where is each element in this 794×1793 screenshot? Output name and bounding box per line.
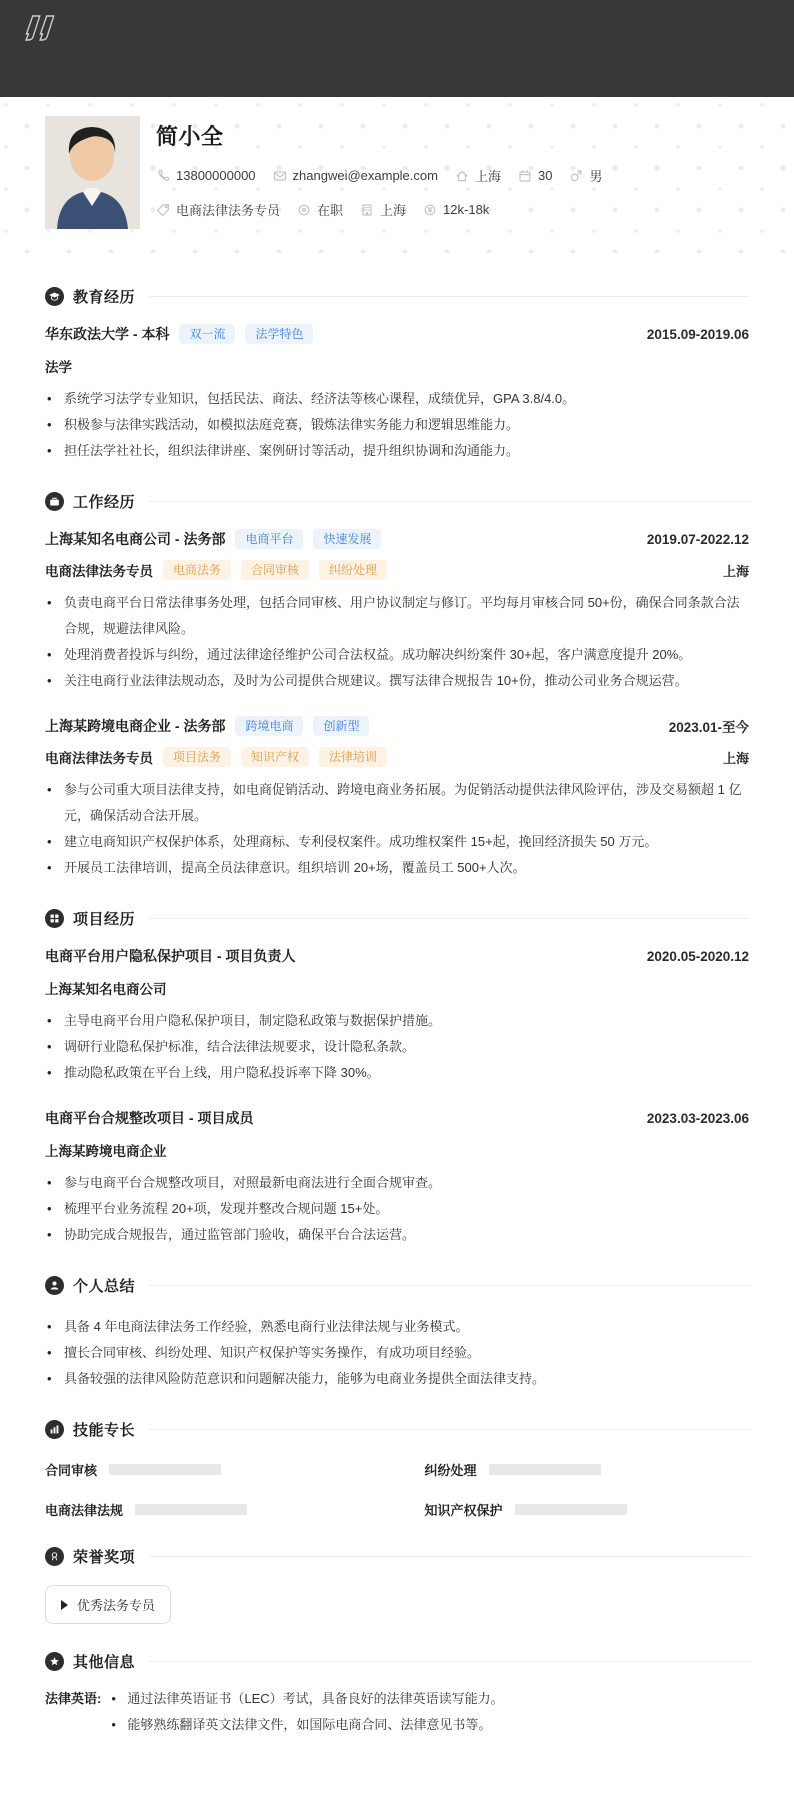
section-title: 个人总结 xyxy=(73,1278,136,1295)
contact-city-text: 上海 xyxy=(474,169,501,184)
grid-icon xyxy=(45,909,64,928)
role-title: 电商法律法务专员 xyxy=(45,751,153,766)
section-title: 工作经历 xyxy=(73,494,136,511)
honor-label: 优秀法务专员 xyxy=(77,1598,156,1613)
contact-row-2 xyxy=(156,200,612,219)
bullet-item: • 系统学习法学专业知识，包括民法、商法、经济法等核心课程，成绩优异，GPA 3.8/4.0。 xyxy=(45,386,749,412)
section-education xyxy=(45,286,749,464)
medal-icon xyxy=(45,1547,64,1566)
skill-bar xyxy=(489,1464,601,1475)
skill-bar xyxy=(515,1504,627,1515)
bullet-item: • 参与公司重大项目法律支持，如电商促销活动、跨境电商业务拓展。为促销活动提供法律风险评估，涉及交易额超 1 亿元，确保活动合法开展。 xyxy=(45,777,749,829)
project-entry xyxy=(45,946,749,1086)
top-banner xyxy=(0,0,794,97)
school-name: 华东政法大学 - 本科 xyxy=(45,326,170,342)
phone-icon xyxy=(156,169,170,183)
bullet-item: • 关注电商行业法律法规动态，及时为公司提供合规建议。撰写法律合规报告 10+份，推动公司业务合规运营。 xyxy=(45,668,749,694)
education-tag: 双一流 xyxy=(179,324,235,344)
company-tag: 跨境电商 xyxy=(235,716,303,736)
bullet-item: • 能够熟练翻译英文法律文件，如国际电商合同、法律意见书等。 xyxy=(105,1712,503,1738)
contact-phone xyxy=(156,168,256,183)
skill-bar xyxy=(135,1504,247,1515)
other-info-row xyxy=(45,1686,749,1738)
contact-status xyxy=(297,200,343,219)
honors-header xyxy=(45,1546,749,1567)
section-work xyxy=(45,491,749,881)
work-bullets xyxy=(45,590,749,694)
skill-row xyxy=(425,1500,750,1519)
skill-label: 知识产权保护 xyxy=(424,1503,503,1518)
project-name: 电商平台合规整改项目 - 项目成员 xyxy=(45,1110,254,1126)
profile-main xyxy=(156,116,612,229)
star-icon xyxy=(45,1652,64,1671)
bullet-item: • 参与电商平台合规整改项目，对照最新电商法进行全面合规审查。 xyxy=(45,1170,749,1196)
skill-bar xyxy=(109,1464,221,1475)
section-divider xyxy=(149,1556,749,1557)
contact-age-text: 30 xyxy=(537,168,553,183)
section-divider xyxy=(149,918,749,919)
role-tag: 法律培训 xyxy=(319,747,387,767)
bullet-item: • 推动隐私政策在平台上线，用户隐私投诉率下降 30%。 xyxy=(45,1060,749,1086)
graduation-cap-icon xyxy=(45,287,64,306)
summary-bullets xyxy=(45,1314,749,1392)
other-bullets xyxy=(105,1686,503,1738)
section-projects xyxy=(45,908,749,1248)
role-title: 电商法律法务专员 xyxy=(45,564,153,579)
education-tag: 法学特色 xyxy=(245,324,313,344)
section-divider xyxy=(149,501,749,502)
person-name: 简小全 xyxy=(156,124,224,149)
role-tag: 电商法务 xyxy=(163,560,231,580)
person-icon xyxy=(45,1276,64,1295)
quote-icon xyxy=(25,12,61,53)
section-divider xyxy=(149,1285,749,1286)
project-bullets xyxy=(45,1008,749,1086)
skills-grid xyxy=(45,1460,749,1519)
project-entry xyxy=(45,1108,749,1248)
bottom-spacer xyxy=(0,1738,794,1793)
home-icon xyxy=(455,169,469,183)
bullet-item: • 开展员工法律培训，提高全员法律意识。组织培训 20+场，覆盖员工 500+人次。 xyxy=(45,855,749,881)
contact-phone-text: 13800000000 xyxy=(176,168,256,183)
email-icon xyxy=(273,169,287,183)
contact-email xyxy=(273,168,438,183)
skill-row xyxy=(425,1460,750,1479)
work-bullets xyxy=(45,777,749,881)
projects-header xyxy=(45,908,749,929)
building-icon xyxy=(360,203,374,217)
contact-work-city-text: 上海 xyxy=(380,203,407,218)
project-org: 上海某跨境电商企业 xyxy=(45,1144,167,1159)
bullet-item: • 擅长合同审核、纠纷处理、知识产权保护等实务操作，有成功项目经验。 xyxy=(45,1340,749,1366)
bullet-item: • 处理消费者投诉与纠纷，通过法律途径维护公司合法权益。成功解决纠纷案件 30+起，客户满意度提升 20%。 xyxy=(45,642,749,668)
role-tag: 知识产权 xyxy=(241,747,309,767)
other-info-label: 法律英语: xyxy=(45,1691,102,1706)
section-title: 教育经历 xyxy=(73,289,136,306)
section-divider xyxy=(149,296,749,297)
contact-city xyxy=(455,166,501,185)
section-title: 其他信息 xyxy=(73,1654,136,1671)
section-divider xyxy=(149,1429,749,1430)
profile-header xyxy=(0,97,794,253)
project-date: 2023.03-2023.06 xyxy=(646,1110,749,1126)
contact-gender-text: 男 xyxy=(589,169,603,184)
skill-row xyxy=(45,1460,370,1479)
sections xyxy=(0,253,794,1738)
bullet-item: • 担任法学社社长，组织法律讲座、案例研讨等活动，提升组织协调和沟通能力。 xyxy=(45,438,749,464)
section-skills xyxy=(45,1419,749,1519)
contact-position xyxy=(156,200,280,219)
skill-label: 纠纷处理 xyxy=(424,1463,477,1478)
summary-header xyxy=(45,1275,749,1296)
bullet-item: • 具备较强的法律风险防范意识和问题解决能力，能够为电商业务提供全面法律支持。 xyxy=(45,1366,749,1392)
contact-work-city xyxy=(360,200,406,219)
contact-salary-text: 12k-18k xyxy=(443,202,490,217)
contact-salary xyxy=(423,202,489,217)
bullet-item: • 积极参与法律实践活动，如模拟法庭竞赛，锻炼法律实务能力和逻辑思维能力。 xyxy=(45,412,749,438)
honor-chip[interactable] xyxy=(45,1585,171,1624)
role-tag: 合同审核 xyxy=(241,560,309,580)
project-date: 2020.05-2020.12 xyxy=(646,948,749,964)
major: 法学 xyxy=(45,360,72,375)
calendar-icon xyxy=(518,169,532,183)
bar-chart-icon xyxy=(45,1420,64,1439)
project-name: 电商平台用户隐私保护项目 - 项目负责人 xyxy=(45,948,296,964)
section-summary xyxy=(45,1275,749,1392)
company-tag: 快速发展 xyxy=(313,529,381,549)
work-location: 上海 xyxy=(722,750,749,766)
status-icon xyxy=(297,203,311,217)
company-name: 上海某跨境电商企业 - 法务部 xyxy=(45,718,226,734)
profile-photo xyxy=(45,116,140,229)
bullet-item: • 协助完成合规报告，通过监管部门验收，确保平台合法运营。 xyxy=(45,1222,749,1248)
section-honors xyxy=(45,1546,749,1624)
bullet-item: • 通过法律英语证书（LEC）考试，具备良好的法律英语读写能力。 xyxy=(105,1686,503,1712)
bullet-item: • 梳理平台业务流程 20+项，发现并整改合规问题 15+处。 xyxy=(45,1196,749,1222)
contact-age xyxy=(518,168,552,183)
project-org: 上海某知名电商公司 xyxy=(45,982,167,997)
skills-header xyxy=(45,1419,749,1440)
bullet-item: • 具备 4 年电商法律法务工作经验，熟悉电商行业法律法规与业务模式。 xyxy=(45,1314,749,1340)
skill-label: 电商法律法规 xyxy=(45,1503,124,1518)
briefcase-icon xyxy=(45,492,64,511)
role-tag: 项目法务 xyxy=(163,747,231,767)
work-location: 上海 xyxy=(722,563,749,579)
education-bullets xyxy=(45,386,749,464)
company-tag: 电商平台 xyxy=(235,529,303,549)
skill-row xyxy=(45,1500,370,1519)
section-title: 荣誉奖项 xyxy=(73,1549,136,1566)
education-date: 2015.09-2019.06 xyxy=(646,326,749,342)
work-date: 2023.01-至今 xyxy=(668,720,749,735)
other-header xyxy=(45,1651,749,1672)
bullet-item: • 负责电商平台日常法律事务处理，包括合同审核、用户协议制定与修订。平均每月审核合同 50+份，确保合同条款合法合规，规避法律风险。 xyxy=(45,590,749,642)
education-header xyxy=(45,286,749,307)
work-header xyxy=(45,491,749,512)
company-name: 上海某知名电商公司 - 法务部 xyxy=(45,531,226,547)
salary-icon xyxy=(423,203,437,217)
project-bullets xyxy=(45,1170,749,1248)
bullet-item: • 调研行业隐私保护标准，结合法律法规要求，设计隐私条款。 xyxy=(45,1034,749,1060)
contact-status-text: 在职 xyxy=(317,203,344,218)
work-date: 2019.07-2022.12 xyxy=(646,531,749,547)
bullet-item: • 主导电商平台用户隐私保护项目，制定隐私政策与数据保护措施。 xyxy=(45,1008,749,1034)
bullet-item: • 建立电商知识产权保护体系，处理商标、专利侵权案件。成功维权案件 15+起，挽回经济损失 50 万元。 xyxy=(45,829,749,855)
gender-icon xyxy=(569,169,583,183)
work-entry xyxy=(45,529,749,694)
company-tag: 创新型 xyxy=(313,716,369,736)
section-divider xyxy=(149,1661,749,1662)
skill-label: 合同审核 xyxy=(45,1463,98,1478)
section-other xyxy=(45,1651,749,1738)
contact-position-text: 电商法律法务专员 xyxy=(176,203,281,218)
contact-email-text: zhangwei@example.com xyxy=(292,168,438,183)
section-title: 项目经历 xyxy=(73,911,136,928)
education-entry xyxy=(45,324,749,464)
role-tag: 纠纷处理 xyxy=(319,560,387,580)
contact-row-1 xyxy=(156,166,612,185)
section-title: 技能专长 xyxy=(73,1422,136,1439)
work-entry xyxy=(45,716,749,881)
caret-right-icon xyxy=(61,1600,68,1610)
position-icon xyxy=(156,203,170,217)
contact-gender xyxy=(569,166,602,185)
